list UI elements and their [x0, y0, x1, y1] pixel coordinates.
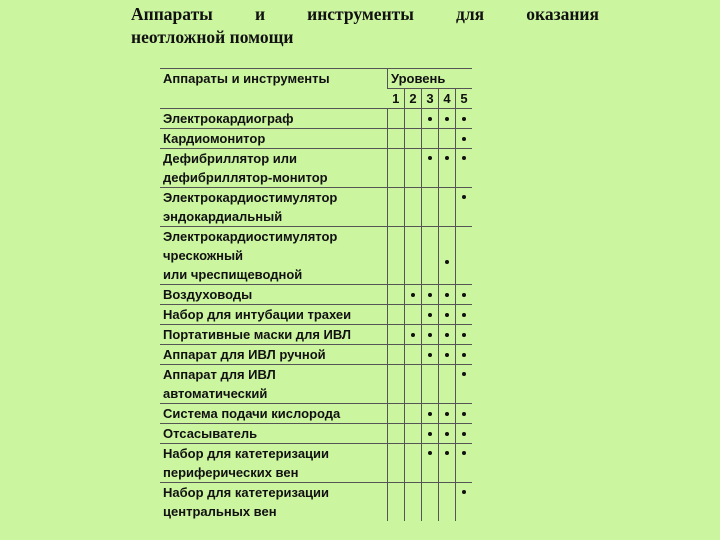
table-row — [160, 227, 472, 285]
equipment-name-line: Кардиомонитор — [163, 131, 266, 146]
table-row — [160, 285, 472, 305]
equipment-name-line: центральных вен — [163, 504, 277, 519]
availability-dot — [462, 333, 466, 337]
level-5-cell — [456, 365, 473, 404]
availability-dot — [411, 333, 415, 337]
level-2-cell — [405, 285, 422, 305]
level-1-cell — [388, 149, 405, 188]
level-1-cell — [388, 227, 405, 285]
level-5-cell — [456, 305, 473, 325]
table-row — [160, 404, 472, 424]
level-1-cell — [388, 365, 405, 404]
table-row — [160, 345, 472, 365]
table-row — [160, 129, 472, 149]
availability-dot — [445, 117, 449, 121]
equipment-name — [160, 227, 388, 285]
title-line-2: неотложной помощи — [131, 27, 294, 47]
equipment-name — [160, 424, 388, 444]
level-3-cell — [422, 188, 439, 227]
availability-dot — [445, 333, 449, 337]
equipment-name-line: периферических вен — [163, 465, 299, 480]
table-row — [160, 188, 472, 227]
equipment-name-line: Набор для катетеризации — [163, 446, 330, 461]
availability-dot — [428, 156, 432, 160]
level-2-cell — [405, 149, 422, 188]
level-4-cell — [439, 285, 456, 305]
header-level: Уровень — [388, 69, 473, 89]
equipment-name-line: Отсасыватель — [163, 426, 258, 441]
level-3-cell — [422, 129, 439, 149]
equipment-name-line: Портативные маски для ИВЛ — [163, 327, 352, 342]
availability-dot — [428, 117, 432, 121]
level-2-cell — [405, 188, 422, 227]
equipment-name — [160, 325, 388, 345]
level-5-cell — [456, 404, 473, 424]
level-5-cell — [456, 345, 473, 365]
equipment-name — [160, 285, 388, 305]
level-2-cell — [405, 483, 422, 522]
title-word: и — [254, 4, 266, 24]
availability-dot — [462, 490, 466, 494]
equipment-name-line: автоматический — [163, 386, 268, 401]
level-4-cell — [439, 129, 456, 149]
equipment-table — [160, 68, 472, 521]
title-word: инструменты — [307, 4, 414, 24]
equipment-name — [160, 345, 388, 365]
availability-dot — [462, 451, 466, 455]
equipment-name-line: эндокардиальный — [163, 209, 283, 224]
availability-dot — [462, 137, 466, 141]
level-1-cell — [388, 424, 405, 444]
equipment-name — [160, 149, 388, 188]
level-1-cell — [388, 345, 405, 365]
level-5-cell — [456, 325, 473, 345]
availability-dot — [462, 117, 466, 121]
level-3-cell — [422, 227, 439, 285]
availability-dot — [445, 156, 449, 160]
level-4-cell — [439, 345, 456, 365]
availability-dot — [462, 195, 466, 199]
level-5-cell — [456, 129, 473, 149]
level-2-cell — [405, 424, 422, 444]
level-3-cell — [422, 365, 439, 404]
level-2-cell — [405, 404, 422, 424]
level-5-cell — [456, 227, 473, 285]
level-3-cell — [422, 285, 439, 305]
equipment-name-line: Дефибриллятор или — [163, 151, 298, 166]
availability-dot — [445, 451, 449, 455]
level-5-header: 5 — [456, 89, 473, 109]
level-4-cell — [439, 483, 456, 522]
level-1-cell — [388, 109, 405, 129]
availability-dot — [428, 451, 432, 455]
availability-dot — [428, 412, 432, 416]
level-4-cell — [439, 325, 456, 345]
page-title — [131, 3, 599, 49]
level-1-header: 1 — [388, 89, 405, 109]
availability-dot — [428, 353, 432, 357]
table-body — [160, 109, 472, 522]
equipment-name — [160, 109, 388, 129]
level-4-cell — [439, 305, 456, 325]
availability-dot — [428, 333, 432, 337]
level-2-cell — [405, 444, 422, 483]
equipment-table-wrap — [160, 68, 472, 521]
equipment-name — [160, 365, 388, 404]
table-row — [160, 483, 472, 522]
table-row — [160, 424, 472, 444]
availability-dot — [445, 260, 449, 264]
equipment-name-line: Набор для интубации трахеи — [163, 307, 352, 322]
equipment-name-line: Аппарат для ИВЛ — [163, 367, 276, 382]
level-5-cell — [456, 285, 473, 305]
equipment-name-line: Электрокардиостимулятор — [163, 229, 338, 244]
availability-dot — [462, 293, 466, 297]
table-row — [160, 444, 472, 483]
availability-dot — [462, 313, 466, 317]
availability-dot — [462, 353, 466, 357]
level-5-cell — [456, 483, 473, 522]
level-1-cell — [388, 188, 405, 227]
level-4-cell — [439, 188, 456, 227]
level-1-cell — [388, 404, 405, 424]
table-row — [160, 109, 472, 129]
level-1-cell — [388, 305, 405, 325]
availability-dot — [462, 432, 466, 436]
level-1-cell — [388, 444, 405, 483]
level-4-cell — [439, 149, 456, 188]
level-3-header: 3 — [422, 89, 439, 109]
equipment-name-line: дефибриллятор-монитор — [163, 170, 328, 185]
level-4-cell — [439, 404, 456, 424]
equipment-name-line: Система подачи кислорода — [163, 406, 341, 421]
level-2-cell — [405, 227, 422, 285]
availability-dot — [445, 353, 449, 357]
equipment-name-line: или чреспищеводной — [163, 267, 303, 282]
level-5-cell — [456, 109, 473, 129]
equipment-name-line: Воздуховоды — [163, 287, 253, 302]
level-1-cell — [388, 483, 405, 522]
availability-dot — [428, 293, 432, 297]
level-2-cell — [405, 109, 422, 129]
level-2-cell — [405, 305, 422, 325]
level-4-cell — [439, 227, 456, 285]
level-5-cell — [456, 424, 473, 444]
availability-dot — [428, 432, 432, 436]
title-word: оказания — [526, 4, 599, 24]
equipment-name-line: чрескожный — [163, 248, 244, 263]
availability-dot — [428, 313, 432, 317]
header-equipment: Аппараты и инструменты — [160, 69, 388, 109]
table-row — [160, 305, 472, 325]
availability-dot — [462, 412, 466, 416]
availability-dot — [462, 372, 466, 376]
level-3-cell — [422, 444, 439, 483]
availability-dot — [445, 412, 449, 416]
level-3-cell — [422, 149, 439, 188]
availability-dot — [411, 293, 415, 297]
level-4-cell — [439, 444, 456, 483]
level-3-cell — [422, 345, 439, 365]
equipment-name-line: Электрокардиостимулятор — [163, 190, 338, 205]
level-2-cell — [405, 345, 422, 365]
equipment-name-line: Электрокардиограф — [163, 111, 294, 126]
table-row — [160, 365, 472, 404]
equipment-name — [160, 404, 388, 424]
equipment-name — [160, 483, 388, 522]
title-line-1 — [131, 3, 599, 26]
title-word: Аппараты — [131, 4, 213, 24]
table-row — [160, 325, 472, 345]
level-2-cell — [405, 365, 422, 404]
level-1-cell — [388, 129, 405, 149]
level-4-header: 4 — [439, 89, 456, 109]
level-3-cell — [422, 325, 439, 345]
availability-dot — [445, 293, 449, 297]
equipment-name-line: Набор для катетеризации — [163, 485, 330, 500]
equipment-name — [160, 129, 388, 149]
availability-dot — [462, 156, 466, 160]
equipment-name — [160, 444, 388, 483]
level-1-cell — [388, 325, 405, 345]
level-5-cell — [456, 149, 473, 188]
equipment-name — [160, 305, 388, 325]
level-1-cell — [388, 285, 405, 305]
level-3-cell — [422, 109, 439, 129]
level-2-cell — [405, 129, 422, 149]
level-4-cell — [439, 365, 456, 404]
level-5-cell — [456, 444, 473, 483]
level-2-header: 2 — [405, 89, 422, 109]
level-3-cell — [422, 483, 439, 522]
title-word: для — [456, 4, 485, 24]
level-3-cell — [422, 305, 439, 325]
level-2-cell — [405, 325, 422, 345]
equipment-name — [160, 188, 388, 227]
equipment-name-line: Аппарат для ИВЛ ручной — [163, 347, 326, 362]
level-5-cell — [456, 188, 473, 227]
table-row — [160, 149, 472, 188]
level-4-cell — [439, 109, 456, 129]
level-4-cell — [439, 424, 456, 444]
level-3-cell — [422, 404, 439, 424]
availability-dot — [445, 432, 449, 436]
level-3-cell — [422, 424, 439, 444]
availability-dot — [445, 313, 449, 317]
